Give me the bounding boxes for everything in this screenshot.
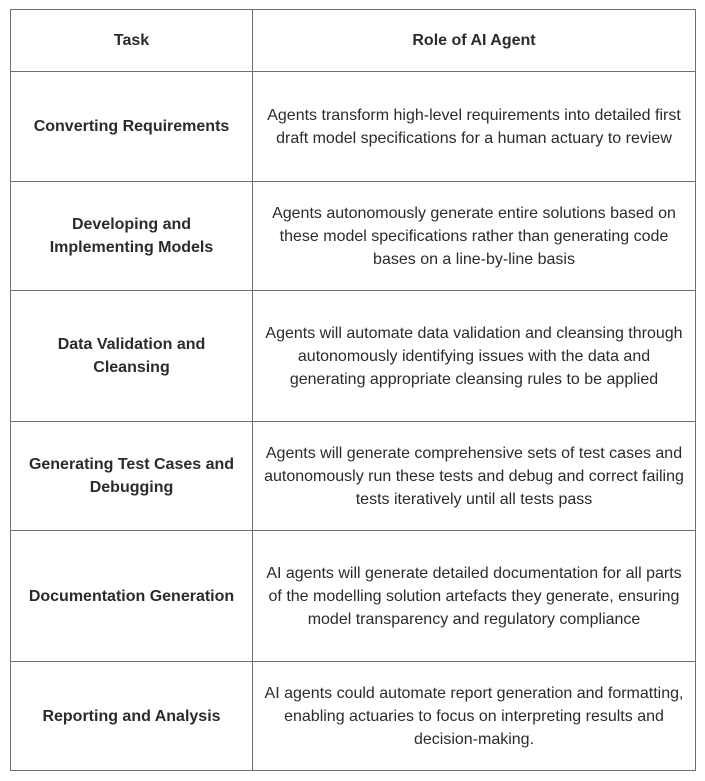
task-cell: Documentation Generation: [11, 531, 253, 662]
task-cell: Developing and Implementing Models: [11, 182, 253, 291]
header-task: Task: [11, 10, 253, 72]
table-row: [11, 531, 696, 662]
role-cell: Agents will generate comprehensive sets of test cases and autonomously run these tests and debug and correct failing tests iteratively until all tests pass: [253, 422, 696, 531]
task-cell: Generating Test Cases and Debugging: [11, 422, 253, 531]
role-cell: AI agents could automate report generation and formatting, enabling actuaries to focus on interpreting results and decision-making.: [253, 662, 696, 771]
header-role: Role of AI Agent: [253, 10, 696, 72]
task-cell: Data Validation and Cleansing: [11, 291, 253, 422]
table-row: [11, 422, 696, 531]
role-cell: Agents will automate data validation and cleansing through autonomously identifying issues with the data and generating appropriate cleansing rules to be applied: [253, 291, 696, 422]
task-cell: Reporting and Analysis: [11, 662, 253, 771]
table-row: [11, 182, 696, 291]
role-cell: Agents autonomously generate entire solutions based on these model specifications rather than generating code bases on a line-by-line basis: [253, 182, 696, 291]
task-cell: Converting Requirements: [11, 72, 253, 182]
table-row: [11, 291, 696, 422]
ai-agent-roles-table: [10, 9, 696, 771]
table-row: [11, 662, 696, 771]
table-row: [11, 72, 696, 182]
table-header-row: [11, 10, 696, 72]
role-cell: AI agents will generate detailed documentation for all parts of the modelling solution artefacts they generate, ensuring model transparency and regulatory compliance: [253, 531, 696, 662]
role-cell: Agents transform high-level requirements into detailed first draft model specifications for a human actuary to review: [253, 72, 696, 182]
